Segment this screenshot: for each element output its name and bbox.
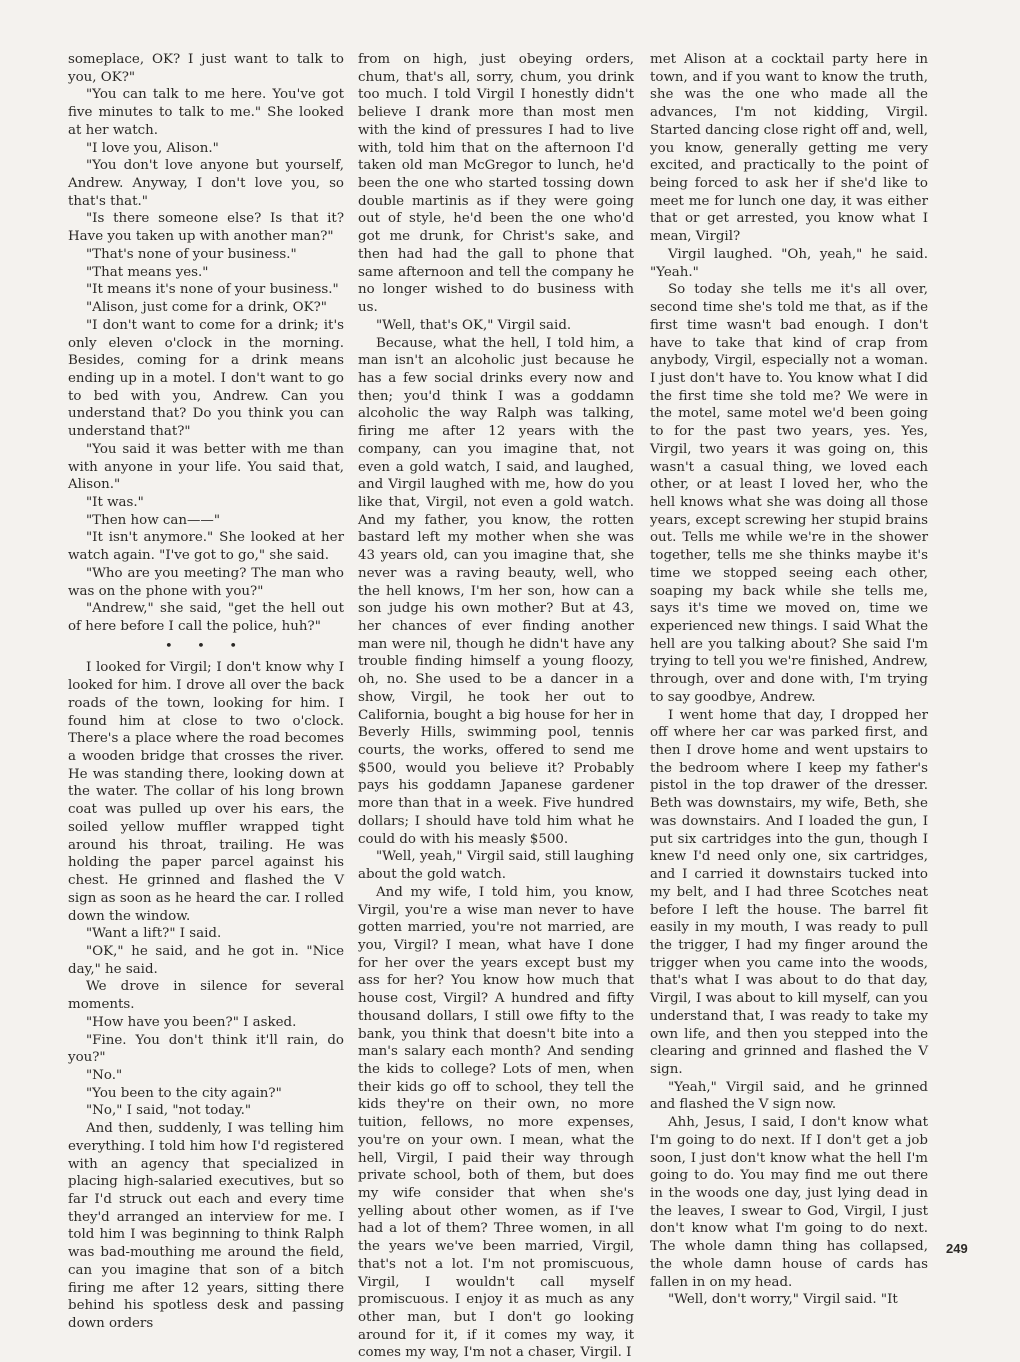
paragraph: So today she tells me it's all over, second time she's told me that, as if the first time wasn't bad enough. I don't have to take that kind of crap from anybody, Virgil, especially not a woman. I just don't have to. You know what I did the first time she told me? We were in the motel, same motel we'd been going to for the past two years, yes. Yes, Virgil, two years it was going on, this wasn't a casual thing, we loved each other, or at least I loved her, who the hell knows what she was doing all those years, except screwing her stupid brains out. Tells me while we're in the shower together, tells me she thinks maybe it's time we stopped seeing each other, soaping my back while she tells me, says it's time we moved on, time we experienced new things. I said What the hell are you talking about? She said I'm trying to tell you we're finished, Andrew, through, over and done with, I'm trying to say goodbye, Andrew. — [650, 282, 928, 705]
paragraph: And my wife, I told him, you know, Virgil, you're a wise man never to have gotten married, you're not married, are you, Virgil? I mean, what have I done for her over the years except bust my ass for her? You know how much that house cost, Virgil? A hundred and fifty thousand dollars, I still owe fifty to the bank, you think that doesn't bite into a man's salary each month? And sending the kids to college? Lots of men, when their kids go off to school, they tell the kids they're on their own, no more tuition, fellows, no more expenses, you're on your own. I mean, what the hell, Virgil, I paid their way through private school, both of them, but does my wife consider that when she's yelling about other women, as if I've had a lot of them? Three women, in all the years we've been married, Virgil, that's not a lot. I'm not promiscuous, Virgil, I wouldn't call myself promiscuous. I enjoy it as much as any other man, but I don't go looking around for it, if it comes my way, it comes my way, I'm not a chaser, Virgil. I — [358, 884, 634, 1361]
paragraph: "Want a lift?" I said. — [86, 926, 222, 942]
paragraph: "Well, yeah," Virgil said, still laughing about the gold watch. — [358, 849, 634, 883]
paragraph: "Then how can——" — [86, 512, 220, 528]
paragraph: "Well, that's OK," Virgil said. — [376, 317, 572, 333]
paragraph: met Alison at a cocktail party here in town, and if you want to know the truth, she was the one who made all the advances, I'm not kidding, Virgil. Started dancing close right off and, well, you know, generally getting me very excited, and practically to the point of being forced to ask her if she'd like to meet me for lunch one day, it was either that or get arrested, you know what I mean, Virgil? — [650, 52, 928, 245]
paragraph: "How have you been?" I asked. — [86, 1014, 297, 1030]
paragraph: We drove in silence for several moments. — [68, 979, 344, 1013]
paragraph: "Yeah," Virgil said, and he grinned and flashed the V sign now. — [650, 1079, 928, 1113]
text-column-middle — [358, 51, 634, 1361]
paragraph: "I don't want to come for a drink; it's only eleven o'clock in the morning. Besides, coming for a drink means ending up in a motel. I don't want to go to bed with you, Andrew. Can you understand that? Do you think you can understand that?" — [68, 317, 344, 440]
paragraph: "You don't love anyone but yourself, Andrew. Anyway, I don't love you, so that's that." — [68, 158, 344, 209]
paragraph: "I love you, Alison." — [86, 140, 219, 156]
page-number: 249 — [946, 1241, 968, 1256]
paragraph: Because, what the hell, I told him, a man isn't an alcoholic just because he has a few social drinks every now and then; you'd think I was a goddamn alcoholic the way Ralph was talking, firing me after 12 years with the company, can you imagine that, not even a gold watch, I said, and laughed, and Virgil laughed with me, how do you like that, Virgil, not even a gold watch. And my father, you know, the rotten bastard left my mother when she was 43 years old, can you imagine that, she never was a raving beauty, well, who the hell knows, I'm her son, how can a son judge his own mother? But at 43, her chances of ever finding another man were nil, though he didn't have any trouble finding himself a young floozy, oh, no. She used to be a dancer in a show, Virgil, he took her out to California, bought a big house for her in Beverly Hills, swimming pool, tennis courts, the works, offered to send me $500, would you believe it? Probably pays his goddamn Japanese gardener more than that in a week. Five hundred dollars; I should have told him what he could do with his measly $500. — [358, 335, 634, 847]
text-column-left — [68, 51, 344, 1332]
paragraph: someplace, OK? I just want to talk to you, OK?" — [68, 52, 344, 85]
paragraph: "Well, don't worry," Virgil said. "It — [668, 1292, 898, 1308]
paragraph: "Fine. You don't think it'll rain, do you?" — [68, 1032, 344, 1066]
paragraph: "It means it's none of your business." — [86, 282, 339, 298]
paragraph: "That means yes." — [86, 264, 209, 280]
paragraph: Virgil laughed. "Oh, yeah," he said. "Yeah." — [650, 246, 928, 280]
paragraph: "No," I said, "not today." — [86, 1103, 252, 1119]
paragraph: "Is there someone else? Is that it? Have you taken up with another man?" — [68, 211, 344, 245]
paragraph: "You been to the city again?" — [86, 1085, 282, 1101]
paragraph: "It isn't anymore." She looked at her watch again. "I've got to go," she said. — [68, 530, 344, 564]
paragraph: from on high, just obeying orders, chum, that's all, sorry, chum, you drink too much. I told Virgil I honestly didn't believe I drank more than most men with the kind of pressures I had to live with, told him that on the afternoon I'd taken old man McGregor to lunch, he'd been the one who started tossing down double martinis as if they were going out of style, he'd been the one who'd got me drunk, for Christ's sake, and then had had the gall to phone that same afternoon and tell the company he no longer wished to do business with us. — [358, 52, 634, 316]
text-column-right — [650, 51, 928, 1308]
paragraph: "That's none of your business." — [86, 246, 297, 262]
paragraph: And then, suddenly, I was telling him everything. I told him how I'd registered with an agency that specialized in placing high-salaried executives, but so far I'd struck out each and every time they'd arranged an interview for me. I told him I was beginning to think Ralph was bad-mouthing me around the field, can you imagine that son of a bitch firing me after 12 years, sitting there behind his spotless desk and passing down orders — [68, 1121, 344, 1332]
paragraph: "Alison, just come for a drink, OK?" — [86, 300, 327, 316]
paragraph: "You said it was better with me than with anyone in your life. You said that, Alison." — [68, 441, 344, 493]
paragraph: "Andrew," she said, "get the hell out of here before I call the police, huh?" — [68, 601, 344, 634]
paragraph: I went home that day, I dropped her off where her car was parked first, and then I drove home and went upstairs to the bedroom where I keep my father's pistol in the top drawer of the dresser. Beth was downstairs, my wife, Beth, she was downstairs. And I loaded the gun, I put six cartridges into the gun, though I knew I'd need only one, six cartridges, and I carried it downstairs tucked into my belt, and I had three Scotches neat before I left the house. The barrel fit easily in my mouth, I was ready to pull the trigger, I had my finger around the trigger when you came into the woods, that's what I was about to do that day, Virgil, I was about to kill myself, can you understand that, I was ready to take my own life, and then you stepped into the clearing and grinned and flashed the V sign. — [650, 707, 928, 1077]
paragraph: "It was." — [86, 494, 144, 510]
paragraph: "No." — [86, 1067, 123, 1083]
paragraph: I looked for Virgil; I don't know why I looked for him. I drove all over the back roads of the town, looking for him. I found him at close to two o'clock. There's a place where the road becomes a wooden bridge that crosses the river. He was standing there, looking down at the water. The collar of his long brown coat was pulled up over his ears, the soiled yellow muffler wrapped tight around his throat, trailing. He was holding the paper parcel against his chest. He grinned and flashed the V sign as soon as he heard the car. I rolled down the window. — [68, 660, 344, 924]
paragraph: "You can talk to me here. You've got five minutes to talk to me." She looked at her watch. — [68, 87, 344, 138]
paragraph: Ahh, Jesus, I said, I don't know what I'm going to do next. If I don't get a job soon, I just don't know what the hell I'm going to do. You may find me out there in the woods one day, just lying dead in the leaves, I swear to God, Virgil, I just don't know what I'm going to do next. The whole damn thing has collapsed, the whole damn house of cards has fallen in on my head. — [650, 1115, 928, 1290]
section-break: • • • — [164, 638, 248, 654]
paragraph: "OK," he said, and he got in. "Nice day," he said. — [68, 943, 344, 977]
paragraph: "Who are you meeting? The man who was on the phone with you?" — [68, 565, 344, 599]
